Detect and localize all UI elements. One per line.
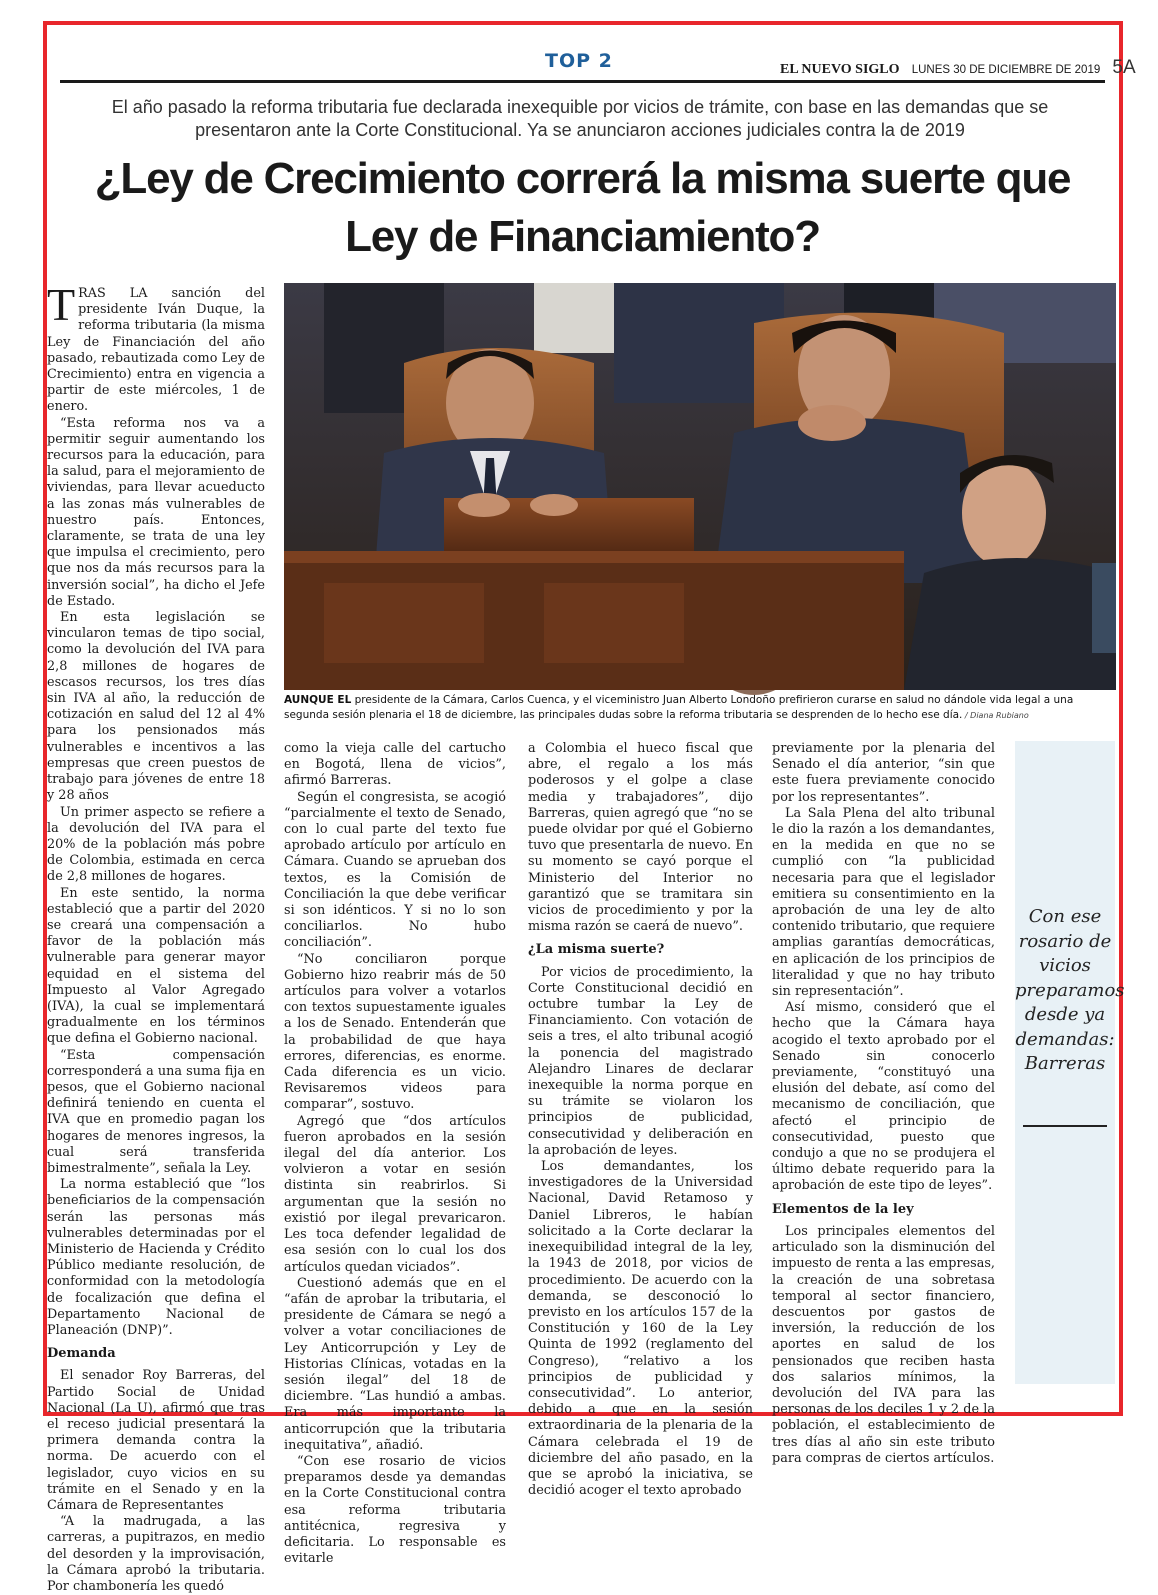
paragraph: a Colombia el hueco fiscal que abre, el regalo a los más poderosos y el golpe a clase media y trabajadores”, dijo Barreras, quien agregó que “no se puede olvidar por qué el Gobierno tuvo que presentarla de nuevo. En su momento se cayó porque el Ministerio del Interior no garantizó que se tramitara sin vicios de procedimiento y por la misma razón se caerá de nuevo”.	[528, 741, 753, 935]
article-column-2	[284, 741, 506, 1567]
paragraph: Por vicios de procedimiento, la Corte Constitucional decidió en octubre tumbar la Ley de Financiamiento. Con votación de seis a tres, el alto tribunal acogió la ponencia del magistrado Alejandro Linares de declarar inexequible la norma porque en su trámite se violaron los principios de publicidad, consecutividad y deliberación en la aprobación de leyes.	[528, 964, 753, 1158]
paragraph: previamente por la plenaria del Senado el día anterior, “sin que este fuera previamente conocido por los representantes”.	[772, 741, 995, 805]
caption-text: presidente de la Cámara, Carlos Cuenca, y el viceministro Juan Alberto Londoño prefirieron curarse en salud no dándole vida legal a una segunda sesión plenaria el 18 de diciembre, las principales dudas sobre la reforma tributaria se desprenden de lo hecho ese día.	[284, 694, 1074, 721]
subhead-elementos: Elementos de la ley	[772, 1201, 914, 1217]
article-column-1	[47, 279, 265, 1595]
paragraph: TRAS LA sanción del presidente Iván Duque, la reforma tributaria (la misma Ley de Financiación del año pasado, rebautizada como Ley de Crecimiento) entra en vigencia a partir de este miércoles, 1 de enero.	[47, 279, 265, 415]
header-rule	[60, 80, 1105, 83]
section-tag: TOP 2	[545, 50, 613, 72]
article-photo	[284, 283, 1116, 690]
pull-quote-box	[1015, 741, 1125, 1384]
subhead-demanda: Demanda	[47, 1346, 116, 1362]
paragraph: La Sala Plena del alto tribunal le dio la razón a los demandantes, en la medida en que no se cumplió con “la publicidad necesaria para que el legislador emitiera su consentimiento en la aprobación de una ley de alto contenido tributario, que requiere amplias garantías democráticas, en aplicación de los principios de literalidad y que no hay tributo sin representación”.	[772, 805, 995, 1000]
page-number: 5A	[1112, 57, 1136, 78]
paragraph: Así mismo, consideró que el hecho que la Cámara haya acogido el texto aprobado por el Senado sin conocerlo previamente, “constituyó una elusión del debate, así como del mecanismo de conciliación, que afectó el principio de consecutividad, puesto que condujo a que no se produjera el último debate requerido para la aprobación de este tipo de leyes”.	[772, 1000, 995, 1194]
photo-credit: / Diana Rubiano	[962, 711, 1029, 720]
paragraph: Los demandantes, los investigadores de la Universidad Nacional, David Retamoso y Daniel Libreros, le habían solicitado a la Corte declarar la inexequibilidad integral de la ley, la 1943 de 2018, por vicios de procedimiento. De acuerdo con la demanda, se desconoció lo previsto en los artículos 157 de la Constitución y 160 de la Ley Quinta de 1992 (reglamento del Congreso), “relativo a los principios de publicidad y consecutividad”. Lo anterior, debido a que en la sesión extraordinaria de la plenaria de la Cámara celebrada el 19 de diciembre del año pasado, en la que se aprobó la iniciativa, se decidió acoger el texto aprobado	[528, 1159, 753, 1499]
paragraph: En este sentido, la norma estableció que a partir del 2020 se creará una compensación a favor de la población más vulnerable para generar mayor equidad en el sistema del Impuesto al Valor Agregado (IVA), la cual se implementará gradualmente en los términos que defina el Gobierno nacional.	[47, 885, 265, 1047]
article-kicker: El año pasado la reforma tributaria fue declarada inexequible por vicios de trámite, con base en las demandas que se presentaron ante la Corte Constitucional. Ya se anunciaron acciones judiciales contra la de 2019	[111, 97, 1049, 140]
paragraph: En esta legislación se vincularon temas de tipo social, como la devolución del IVA para 2,8 millones de hogares de escasos recursos, los tres días sin IVA al año, la reducción de cotización en salud del 12 al 4% para los pensionados más vulnerables e incentivos a las empresas que creen puestos de trabajo para jóvenes de entre 18 y 28 años	[47, 610, 265, 804]
paragraph: “Esta reforma nos va a permitir seguir aumentando los recursos para la educación, para la salud, para el mejoramiento de viviendas, para llevar acueducto a las zonas más vulnerables de nuestro país. Entonces, claramente, se trata de una ley que impulsa el crecimiento, pero que nos da más recursos para la inversión social”, ha dicho el Jefe de Estado.	[47, 415, 265, 609]
drop-cap: T	[47, 279, 76, 330]
caption-lead: AUNQUE EL	[284, 694, 352, 706]
photo-illustration	[284, 283, 1116, 690]
paragraph: Cuestionó además que en el “afán de aprobar la tributaria, el presidente de Cámara se negó a volver a votar conciliaciones de Ley Anticorrupción y Ley de Historias Clínicas, votadas en la sesión ilegal” del 18 de diciembre. “Las hundió a ambas. Era más importante la anticorrupción que la tributaria inequitativa”, añadió.	[284, 1275, 506, 1453]
paragraph: Los principales elementos del articulado son la disminución del impuesto de renta a las empresas, la creación de una sobretasa temporal al sector financiero, descuentos por gastos de inversión, la reducción de los aportes en salud de los pensionados que reciben hasta dos salarios mínimos, la devolución del IVA para las personas de los deciles 1 y 2 de la población, el establecimiento de tres días al año sin este tributo para compras de ciertos artículos.	[772, 1223, 995, 1466]
paragraph: La norma estableció que “los beneficiarios de la compensación serán las personas más vulnerables determinadas por el Ministerio de Hacienda y Crédito Público mediante resolución, de conformidad con la metodología de focalización que defina el Departamento Nacional de Planeación (DNP)”.	[47, 1177, 265, 1338]
paragraph: “No conciliaron porque Gobierno hizo reabrir más de 50 artículos para volver a votarlos con textos supuestamente iguales a los de Senado. Entenderán que la probabilidad de que haya errores, diferencias, es enorme. Cada diferencia es un vicio. Revisaremos videos para comparar”, sostuvo.	[284, 951, 506, 1113]
paragraph: “A la madrugada, a las carreras, a pupitrazos, en medio del desorden y la improvisación, la Cámara aprobó la tributaria. Por chambonería les quedó	[47, 1514, 265, 1595]
issue-date: LUNES 30 DE DICIEMBRE DE 2019	[911, 64, 1101, 76]
paragraph: El senador Roy Barreras, del Partido Social de Unidad Nacional (La U), afirmó que tras el receso judicial presentará la primera demanda contra la norma. De acuerdo con el legislador, cuyo vicios en su trámite en el Senado y en la Cámara de Representantes	[47, 1368, 265, 1514]
paragraph: “Con ese rosario de vicios preparamos desde ya demandas en la Corte Constitucional contra esa reforma tributaria antitécnica, regresiva y deficitaria. Lo responsable es evitarle	[284, 1453, 506, 1567]
pull-quote: Con ese rosario de vicios preparamos desde ya demandas: Barreras	[1015, 906, 1125, 1074]
paragraph: “Esta compensación corresponderá a una suma fija en pesos, que el Gobierno nacional definirá teniendo en cuenta el IVA que en promedio pagan los hogares de menores ingresos, la cual será transferida bimestralmente”, señala la Ley.	[47, 1047, 265, 1176]
article-column-3	[528, 741, 753, 1499]
paragraph: Según el congresista, se acogió “parcialmente el texto de Senado, con lo cual parte del texto fue aprobado artículo por artículo en Cámara. Cuando se aprueban dos textos, es la Comisión de Conciliación la que debe verificar si son idénticos. Y si no lo son conciliarlos. No hubo conciliación”.	[284, 789, 506, 951]
photo-caption	[284, 693, 1109, 723]
paragraph: como la vieja calle del cartucho en Bogotá, llena de vicios”, afirmó Barreras.	[284, 741, 506, 789]
paragraph: Un primer aspecto se refiere a la devolución del IVA para el 20% de la población más pobre de Colombia, estimada en cerca de 2,8 millones de hogares.	[47, 804, 265, 885]
newspaper-name: EL NUEVO SIGLO	[780, 62, 900, 77]
subhead-misma-suerte: ¿La misma suerte?	[528, 942, 665, 958]
masthead	[780, 57, 1136, 79]
paragraph: Agregó que “dos artículos fueron aprobados en la sesión ilegal del día anterior. Los volvieron a votar en sesión distinta sin reabrirlos. Si argumentan que la sesión no existió por ilegal prevaricaron. Les toca defender legalidad de esa sesión con lo cual los dos artículos quedan viciados”.	[284, 1113, 506, 1275]
article-column-4	[772, 741, 995, 1466]
article-headline: ¿Ley de Crecimiento correrá la misma suerte que Ley de Financiamiento?	[94, 154, 1071, 261]
pull-quote-rule	[1023, 1125, 1107, 1127]
